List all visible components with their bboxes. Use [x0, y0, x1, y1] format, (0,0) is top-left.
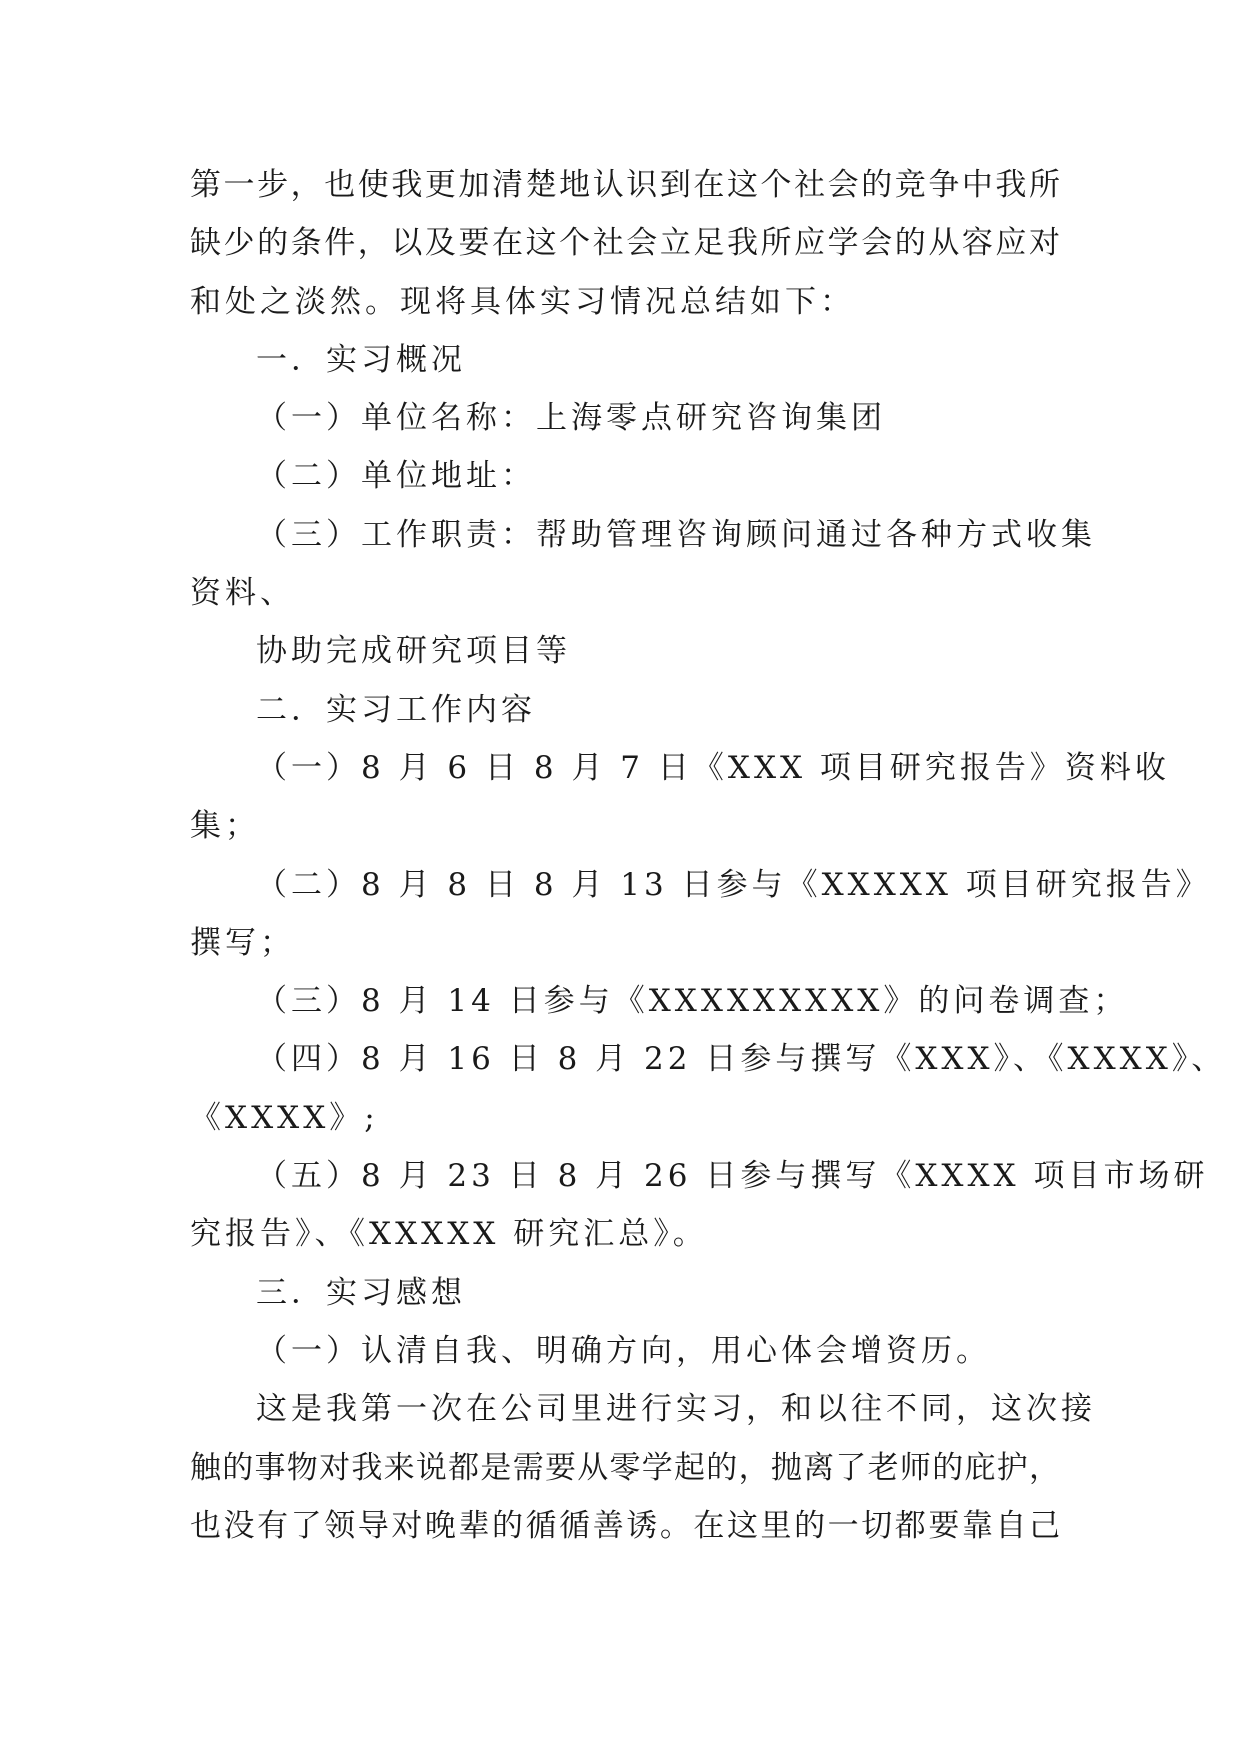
paragraph-line: （一）8 月 6 日 8 月 7 日《XXX 项目研究报告》资料收 — [256, 749, 1170, 786]
section-heading: 三．实习感想 — [256, 1274, 466, 1311]
paragraph-line: 资料、 — [190, 575, 295, 612]
paragraph-line: （一）认清自我、明确方向，用心体会增资历。 — [256, 1332, 991, 1369]
paragraph-line: 集； — [190, 808, 260, 845]
paragraph-line: 究报告》、《XXXXX 研究汇总》。 — [190, 1216, 708, 1253]
paragraph-line: 和处之淡然。现将具体实习情况总结如下： — [190, 283, 855, 320]
section-heading: 一．实习概况 — [256, 341, 466, 378]
paragraph-line: 撰写； — [190, 924, 295, 961]
paragraph-line: 协助完成研究项目等 — [256, 633, 571, 670]
paragraph-line: （四）8 月 16 日 8 月 22 日参与撰写《XXX》、《XXXX》、 — [256, 1041, 1227, 1078]
paragraph-line: 也没有了领导对晚辈的循循善诱。在这里的一切都要靠自己 — [190, 1507, 1060, 1544]
section-heading: 二．实习工作内容 — [256, 691, 536, 728]
paragraph-line: 缺少的条件，以及要在这个社会立足我所应学会的从容应对 — [190, 225, 1060, 262]
paragraph-line: （三）工作职责：帮助管理咨询顾问通过各种方式收集 — [256, 516, 1096, 553]
paragraph-line: （二）单位地址： — [256, 458, 536, 495]
paragraph-line: （三）8 月 14 日参与《XXXXXXXXX》的问卷调查； — [256, 983, 1129, 1020]
paragraph-line: 这是我第一次在公司里进行实习，和以往不同，这次接 — [256, 1391, 1096, 1428]
paragraph-line: 触的事物对我来说都是需要从零学起的，抛离了老师的庇护， — [190, 1449, 1060, 1486]
paragraph-line: （二）8 月 8 日 8 月 13 日参与《XXXXX 项目研究报告》 — [256, 866, 1211, 903]
paragraph-line: （五）8 月 23 日 8 月 26 日参与撰写《XXXX 项目市场研 — [256, 1158, 1209, 1195]
paragraph-line: （一）单位名称：上海零点研究咨询集团 — [256, 400, 886, 437]
paragraph-line: 第一步，也使我更加清楚地认识到在这个社会的竞争中我所 — [190, 167, 1060, 203]
document-body — [190, 156, 1227, 1555]
paragraph-line: 《XXXX》; — [190, 1099, 379, 1136]
